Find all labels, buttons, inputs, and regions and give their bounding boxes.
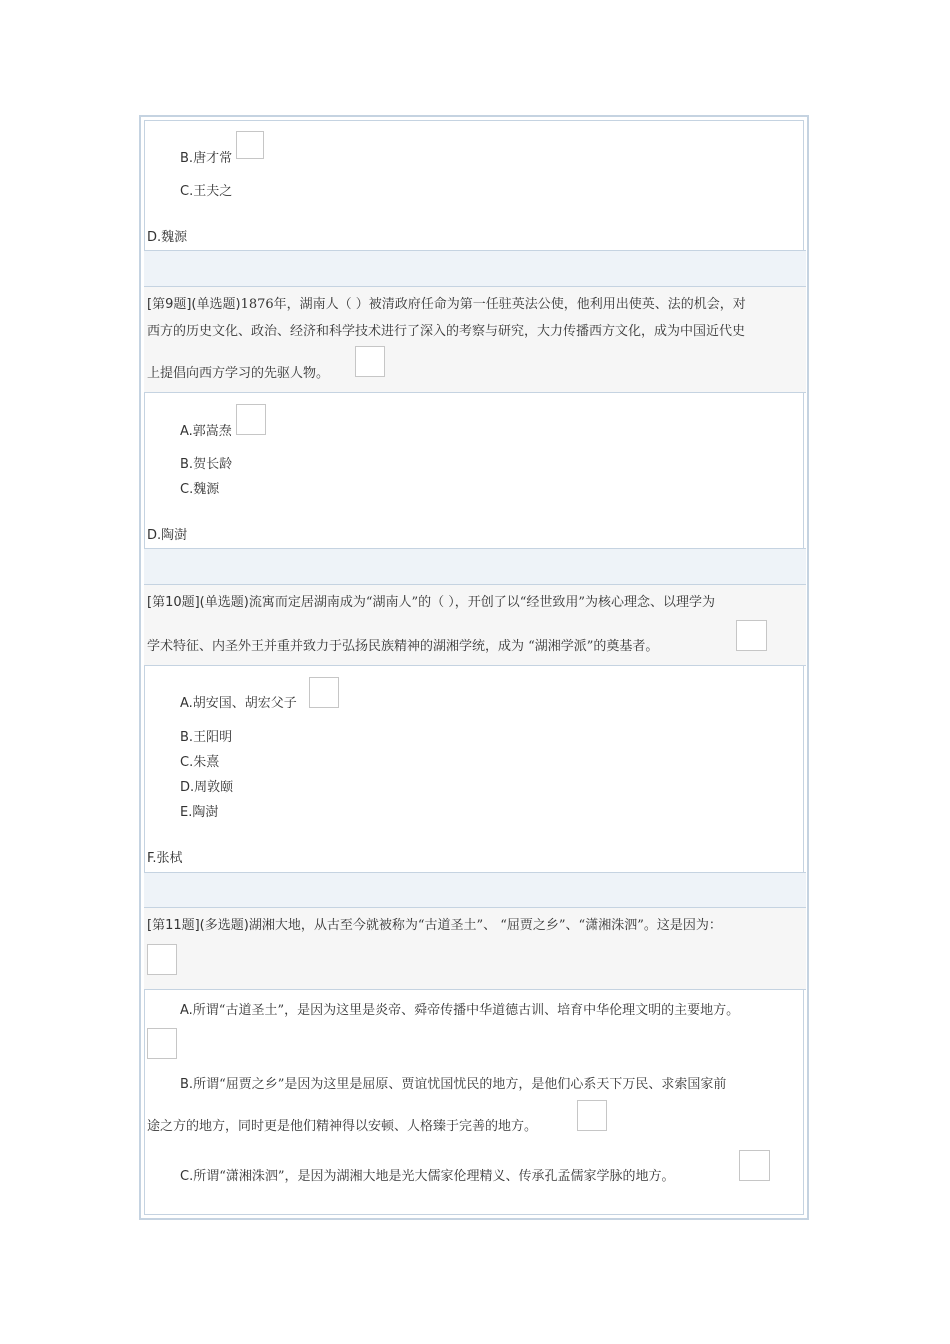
q11-option-b-checkbox[interactable] [577, 1100, 607, 1131]
q10-option-d: D.周敦颐 [180, 780, 234, 795]
separator-band [144, 872, 806, 908]
q11-option-a-checkbox[interactable] [147, 1028, 177, 1059]
q9-option-a-checkbox[interactable] [236, 404, 266, 435]
q10-line-1: [第10题](单选题)流寓而定居湖南成为“湖南人”的（ ），开创了以“经世致用”为核心理念、以理学为 [147, 595, 716, 610]
q8-option-b: B.唐才常 [180, 151, 233, 166]
q11-option-c: C.所谓“潇湘洙泗”，是因为湖湘大地是光大儒家伦理精义、传承孔孟儒家学脉的地方。 [180, 1169, 675, 1184]
q9-option-a: A.郭嵩焘 [180, 424, 232, 439]
q8-option-b-checkbox[interactable] [236, 131, 264, 159]
q11-question-checkbox[interactable] [147, 944, 177, 975]
q8-option-c: C.王夫之 [180, 184, 233, 199]
q8-option-d: D.魏源 [147, 230, 188, 245]
separator-band [144, 250, 806, 287]
q11-option-b-line-1: B.所谓“屈贾之乡”是因为这里是屈原、贾谊忧国忧民的地方，是他们心系天下万民、求索国家前 [180, 1077, 727, 1092]
q9-option-d: D.陶澍 [147, 528, 188, 543]
q9-option-c: C.魏源 [180, 482, 220, 497]
q10-option-e: E.陶澍 [180, 805, 219, 820]
q9-line-2: 西方的历史文化、政治、经济和科学技术进行了深入的考察与研究，大力传播西方文化，成为中国近代史 [147, 324, 746, 339]
q10-line-2: 学术特征、内圣外王并重并致力于弘扬民族精神的湖湘学统，成为 “湖湘学派”的奠基者。 [147, 639, 659, 654]
q9-line-3: 上提倡向西方学习的先驱人物。 [147, 366, 330, 381]
q11-option-a: A.所谓“古道圣土”，是因为这里是炎帝、舜帝传播中华道德古训、培育中华伦理文明的主要地方。 [180, 1003, 740, 1018]
q11-line-1: [第11题](多选题)湖湘大地，从古至今就被称为“古道圣土”、 “屈贾之乡”、“潇湘洙泗”。这是因为： [147, 918, 722, 933]
q10-option-f: F.张栻 [147, 851, 183, 866]
q10-option-c: C.朱熹 [180, 755, 220, 770]
q10-option-b: B.王阳明 [180, 730, 233, 745]
q9-line-1: [第9题](单选题)1876年，湖南人（ ）被清政府任命为第一任驻英法公使，他利用出使英、法的机会，对 [147, 297, 746, 312]
q10-option-a-checkbox[interactable] [309, 677, 339, 708]
q10-option-a: A.胡安国、胡宏父子 [180, 696, 297, 711]
q9-option-b: B.贺长龄 [180, 457, 233, 472]
q9-question-checkbox[interactable] [355, 346, 385, 377]
q11-option-c-checkbox[interactable] [739, 1150, 770, 1181]
separator-band [144, 548, 806, 585]
q11-option-b-line-2: 途之方的地方，同时更是他们精神得以安顿、人格臻于完善的地方。 [147, 1119, 538, 1134]
q10-question-checkbox[interactable] [736, 620, 767, 651]
